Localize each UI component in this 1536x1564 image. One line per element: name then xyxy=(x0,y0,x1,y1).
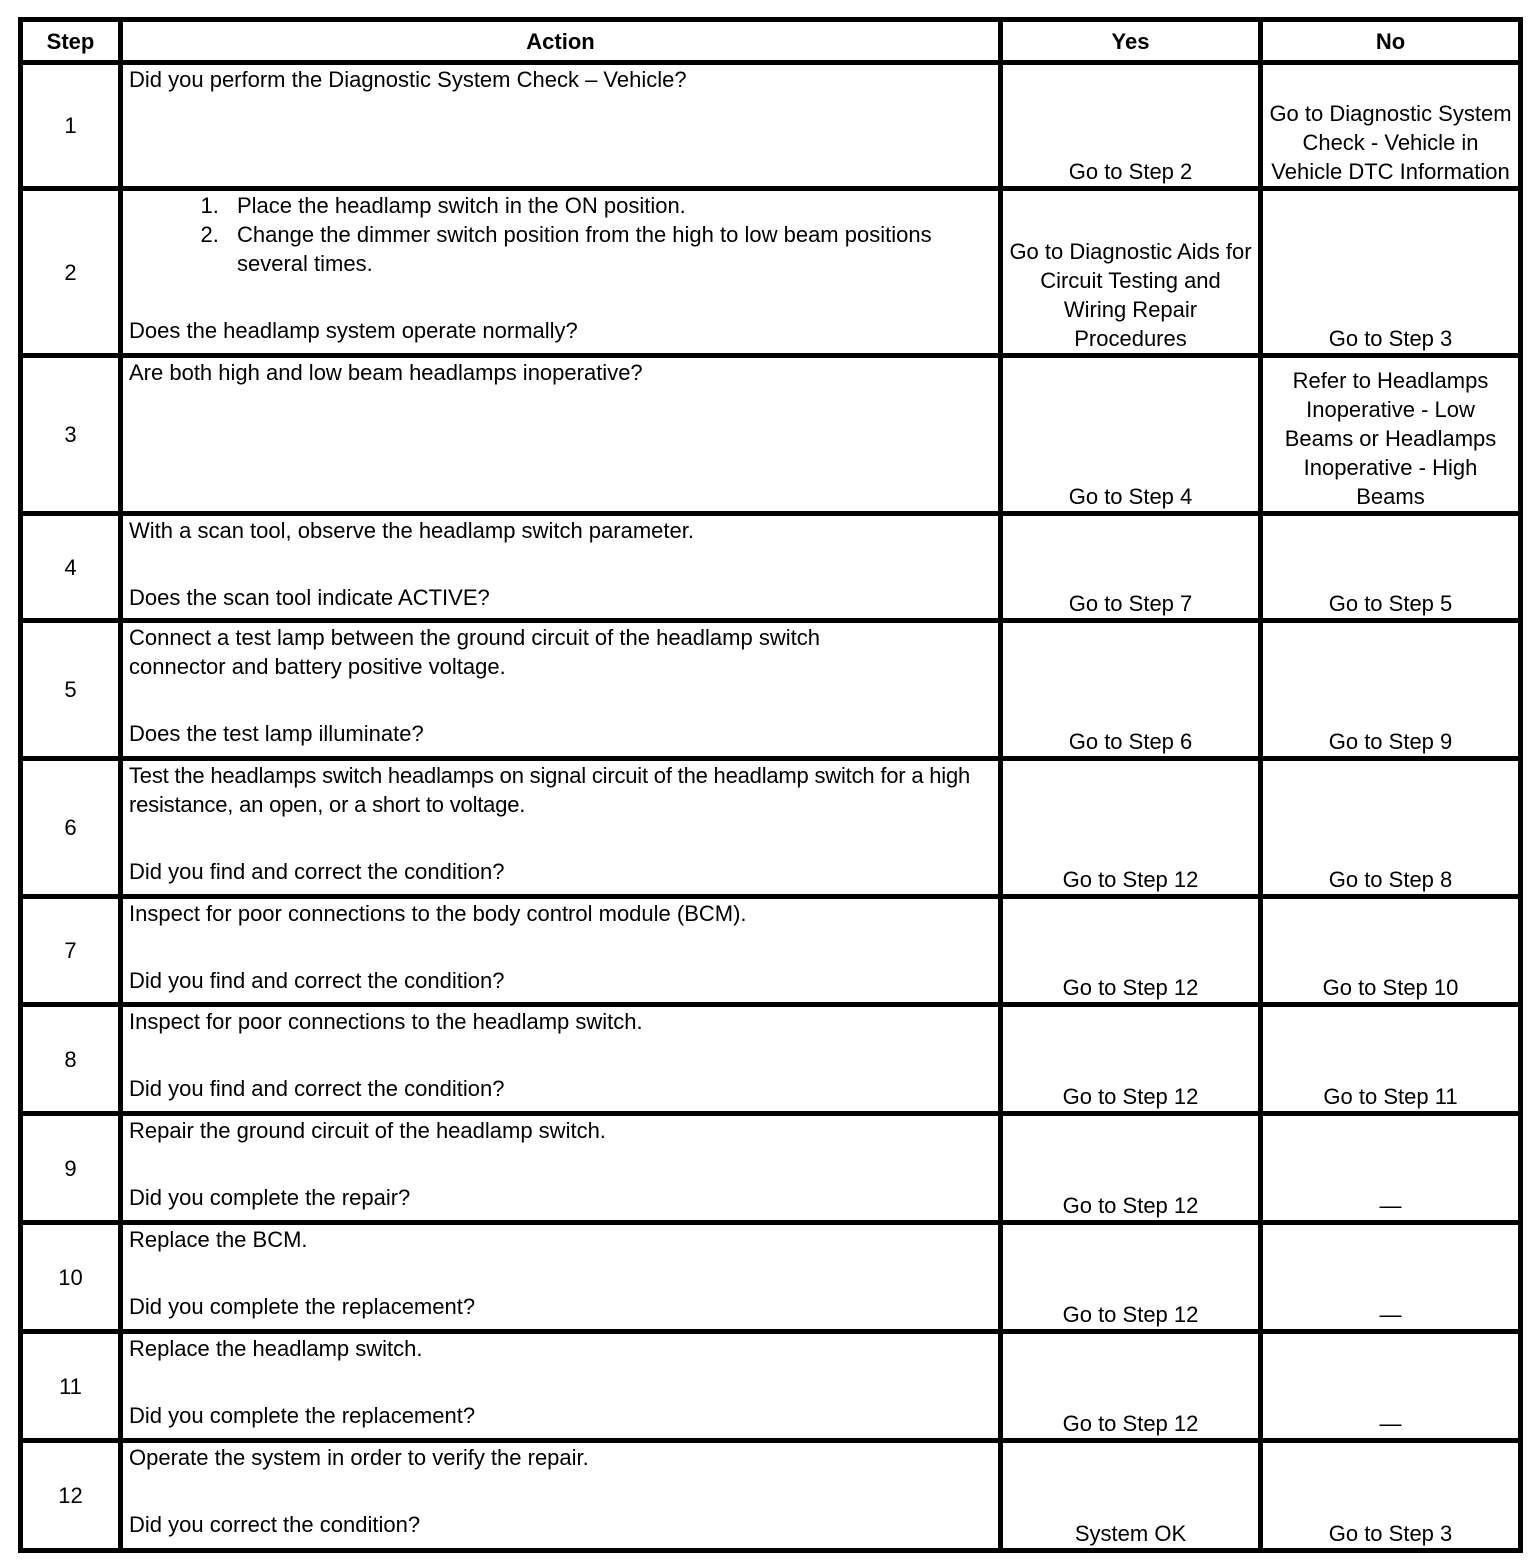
table-row xyxy=(21,1005,1521,1114)
table-row xyxy=(21,897,1521,1005)
no-cell: Go to Step 3 xyxy=(1261,1441,1521,1551)
diagnostic-table xyxy=(18,17,1523,1553)
action-instruction: Did you perform the Diagnostic System Check – Vehicle? xyxy=(129,67,687,92)
step-number: 11 xyxy=(21,1332,121,1441)
action-question: Did you complete the repair? xyxy=(129,1185,411,1210)
no-cell: — xyxy=(1261,1332,1521,1441)
table-row xyxy=(21,356,1521,514)
header-no: No xyxy=(1261,20,1521,63)
action-instruction: Replace the headlamp switch. xyxy=(129,1336,423,1361)
action-question: Does the headlamp system operate normally? xyxy=(129,318,578,343)
step-number: 9 xyxy=(21,1114,121,1223)
no-cell: Refer to Headlamps Inoperative - Low Beams or Headlamps Inoperative - High Beams xyxy=(1261,356,1521,514)
action-cell xyxy=(121,1114,1001,1223)
step-number: 4 xyxy=(21,514,121,621)
action-cell xyxy=(121,356,1001,514)
table-row xyxy=(21,189,1521,356)
action-cell xyxy=(121,1441,1001,1551)
yes-cell: Go to Step 12 xyxy=(1001,1223,1261,1332)
step-number: 2 xyxy=(21,189,121,356)
header-step: Step xyxy=(21,20,121,63)
no-cell: — xyxy=(1261,1223,1521,1332)
no-cell: Go to Step 10 xyxy=(1261,897,1521,1005)
no-cell: Go to Step 9 xyxy=(1261,621,1521,759)
step-number: 7 xyxy=(21,897,121,1005)
action-instruction: Operate the system in order to verify the repair. xyxy=(129,1445,589,1470)
substep-list xyxy=(129,191,992,278)
action-question: Did you find and correct the condition? xyxy=(129,859,505,884)
step-number: 5 xyxy=(21,621,121,759)
yes-cell: Go to Step 6 xyxy=(1001,621,1261,759)
step-number: 10 xyxy=(21,1223,121,1332)
no-cell: Go to Step 3 xyxy=(1261,189,1521,356)
table-row xyxy=(21,1332,1521,1441)
yes-cell: Go to Step 7 xyxy=(1001,514,1261,621)
action-instruction: Are both high and low beam headlamps inoperative? xyxy=(129,360,643,385)
header-yes: Yes xyxy=(1001,20,1261,63)
action-instruction: With a scan tool, observe the headlamp switch parameter. xyxy=(129,518,694,543)
action-cell xyxy=(121,759,1001,897)
table-row xyxy=(21,1441,1521,1551)
yes-cell: Go to Step 12 xyxy=(1001,897,1261,1005)
step-number: 3 xyxy=(21,356,121,514)
yes-cell: Go to Step 12 xyxy=(1001,1332,1261,1441)
yes-cell: Go to Step 2 xyxy=(1001,63,1261,189)
table-row xyxy=(21,1114,1521,1223)
action-question: Did you complete the replacement? xyxy=(129,1294,476,1319)
no-cell: Go to Diagnostic System Check - Vehicle in Vehicle DTC Information xyxy=(1261,63,1521,189)
yes-cell: System OK xyxy=(1001,1441,1261,1551)
table-row xyxy=(21,1223,1521,1332)
action-question: Did you correct the condition? xyxy=(129,1512,421,1537)
yes-cell: Go to Diagnostic Aids for Circuit Testing and Wiring Repair Procedures xyxy=(1001,189,1261,356)
action-cell xyxy=(121,1332,1001,1441)
action-question: Does the scan tool indicate ACTIVE? xyxy=(129,585,490,610)
header-action: Action xyxy=(121,20,1001,63)
table-row xyxy=(21,63,1521,189)
action-cell xyxy=(121,621,1001,759)
action-question: Does the test lamp illuminate? xyxy=(129,721,424,746)
yes-cell: Go to Step 12 xyxy=(1001,1005,1261,1114)
no-cell: Go to Step 11 xyxy=(1261,1005,1521,1114)
action-instruction: Repair the ground circuit of the headlamp switch. xyxy=(129,1118,606,1143)
yes-cell: Go to Step 12 xyxy=(1001,759,1261,897)
action-question: Did you find and correct the condition? xyxy=(129,1076,505,1101)
action-cell xyxy=(121,189,1001,356)
action-instruction: Inspect for poor connections to the body control module (BCM). xyxy=(129,901,747,926)
step-number: 6 xyxy=(21,759,121,897)
action-instruction: Inspect for poor connections to the headlamp switch. xyxy=(129,1009,643,1034)
no-cell: Go to Step 8 xyxy=(1261,759,1521,897)
action-instruction: Connect a test lamp between the ground circuit of the headlamp switch connector and battery positive voltage. xyxy=(129,625,820,679)
action-cell xyxy=(121,1005,1001,1114)
substep-item: 2. Change the dimmer switch position from the high to low beam positions several times. xyxy=(225,220,992,278)
no-cell: — xyxy=(1261,1114,1521,1223)
substep-item: 1. Place the headlamp switch in the ON position. xyxy=(225,191,992,220)
action-cell xyxy=(121,897,1001,1005)
table-row xyxy=(21,621,1521,759)
action-cell xyxy=(121,63,1001,189)
action-cell xyxy=(121,1223,1001,1332)
no-cell: Go to Step 5 xyxy=(1261,514,1521,621)
step-number: 1 xyxy=(21,63,121,189)
header-row xyxy=(21,20,1521,63)
action-instruction: Test the headlamps switch headlamps on signal circuit of the headlamp switch for a high resistance, an open, or a short to voltage. xyxy=(129,763,971,817)
yes-cell: Go to Step 12 xyxy=(1001,1114,1261,1223)
yes-cell: Go to Step 4 xyxy=(1001,356,1261,514)
table-row xyxy=(21,514,1521,621)
action-cell xyxy=(121,514,1001,621)
step-number: 8 xyxy=(21,1005,121,1114)
action-question: Did you find and correct the condition? xyxy=(129,968,505,993)
step-number: 12 xyxy=(21,1441,121,1551)
table-row xyxy=(21,759,1521,897)
action-instruction: Replace the BCM. xyxy=(129,1227,308,1252)
action-question: Did you complete the replacement? xyxy=(129,1403,476,1428)
